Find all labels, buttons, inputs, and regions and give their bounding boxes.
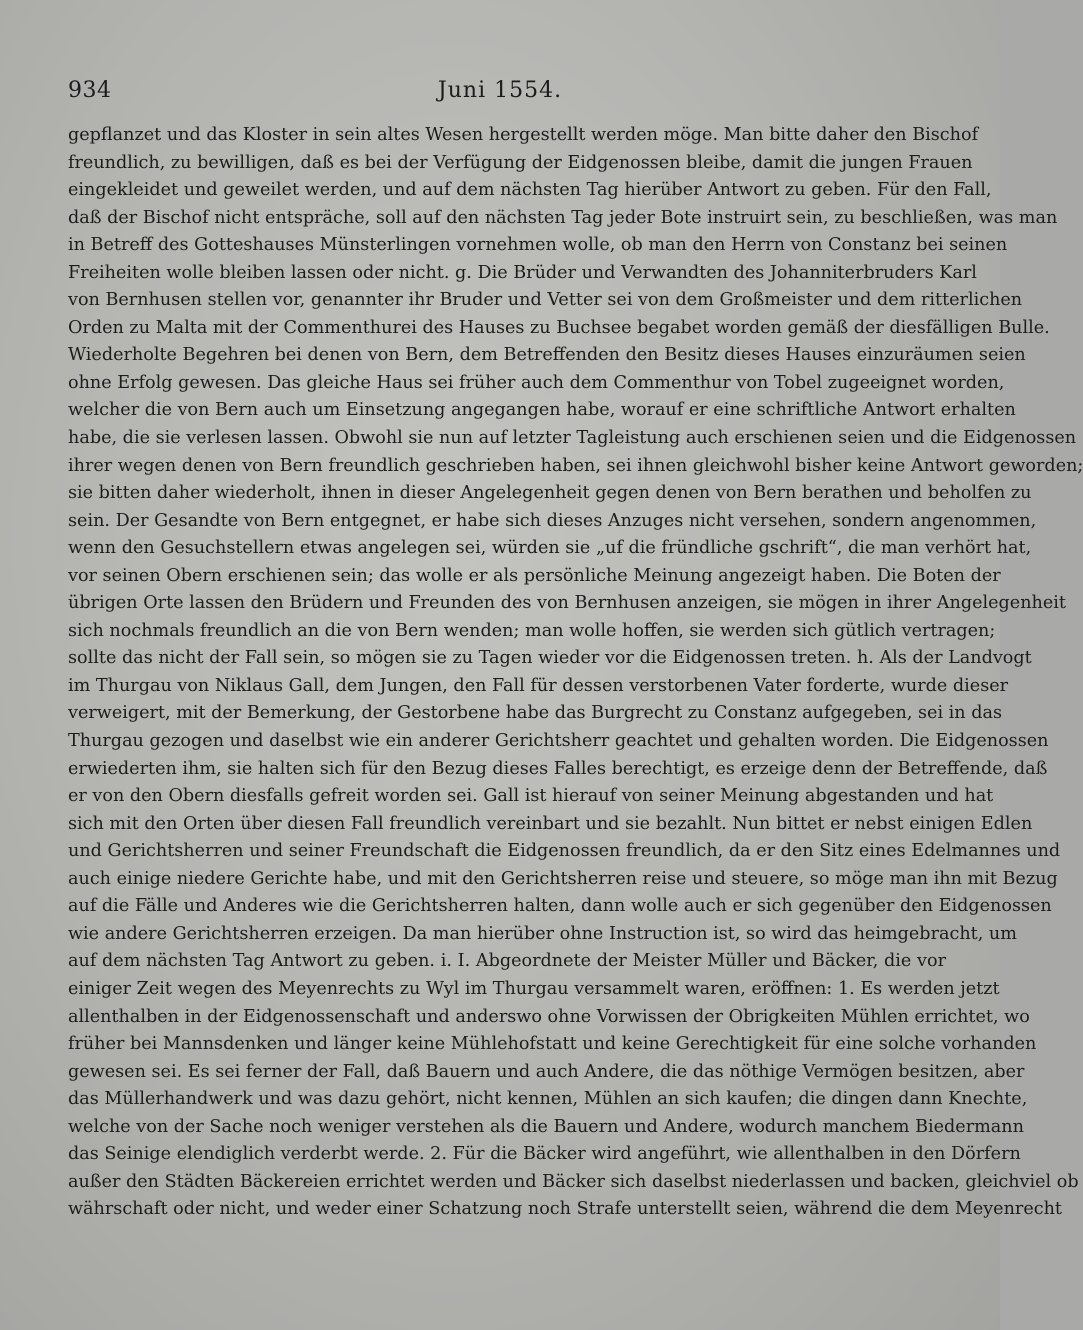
text-line: Orden zu Malta mit der Commenthurei des Hauses zu Buchsee begabet worden gemäß der diesfälligen Bulle. <box>68 317 1050 338</box>
text-line: ohne Erfolg gewesen. Das gleiche Haus sei früher auch dem Commenthur von Tobel zugeeignet worden, <box>68 372 1005 393</box>
text-line: gepflanzet und das Kloster in sein altes Wesen hergestellt werden möge. Man bitte daher den Bischof <box>68 125 979 145</box>
text-line: auf dem nächsten Tag Antwort zu geben. i. I. Abgeordnete der Meister Müller und Bäcker, die vor <box>68 951 946 972</box>
text-line: welcher die von Bern auch um Einsetzung angegangen habe, worauf er eine schriftliche Antwort erhalten <box>68 400 1016 421</box>
text-line: eingekleidet und geweilet werden, und auf dem nächsten Tag hierüber Antwort zu geben. Für den Fall, <box>68 180 992 201</box>
text-line: gewesen sei. Es sei ferner der Fall, daß Bauern und auch Andere, die das nöthige Vermögen besitzen, aber <box>68 1061 1025 1082</box>
text-line: er von den Obern diesfalls gefreit worden sei. Gall ist hierauf von seiner Meinung abgestanden und hat <box>68 786 994 807</box>
text-line: währschaft oder nicht, und weder einer Schatzung noch Strafe unterstellt seien, während die dem Meyenrecht <box>68 1199 1063 1220</box>
text-line: sollte das nicht der Fall sein, so mögen sie zu Tagen wieder vor die Eidgenossen treten. h. Als der Landvogt <box>68 648 1032 669</box>
text-line: außer den Städten Bäckereien errichtet werden und Bäcker sich daselbst niederlassen und backen, gleichviel ob <box>68 1171 1079 1192</box>
text-line: sie bitten daher wiederholt, ihnen in dieser Angelegenheit gegen denen von Bern berathen und beholfen zu <box>68 483 1032 504</box>
text-line: das Müllerhandwerk und was dazu gehört, nicht kennen, Mühlen an sich kaufen; die dingen dann Knechte, <box>68 1089 1028 1110</box>
text-line: Wiederholte Begehren bei denen von Bern, dem Betreffenden den Besitz dieses Hauses einzuräumen seien <box>68 345 1026 366</box>
text-line: allenthalben in der Eidgenossenschaft und anderswo ohne Vorwissen der Obrigkeiten Mühlen errichtet, wo <box>68 1006 1030 1027</box>
page-number: 934 <box>68 78 112 103</box>
running-head: Juni 1554. <box>437 78 563 103</box>
text-line: wie andere Gerichtsherren erzeigen. Da man hierüber ohne Instruction ist, so wird das heimgebracht, um <box>68 923 1017 944</box>
text-line: erwiederten ihm, sie halten sich für den Bezug dieses Falles berechtigt, es erzeige denn der Betreffende, daß <box>68 758 1048 779</box>
text-line: sich mit den Orten über diesen Fall freundlich vereinbart und sie bezahlt. Nun bittet er nebst einigen Edlen <box>68 813 1033 834</box>
text-line: verweigert, mit der Bemerkung, der Gestorbene habe das Burgrecht zu Constanz aufgegeben, sei in das <box>68 703 1003 724</box>
text-line: von Bernhusen stellen vor, genannter ihr Bruder und Vetter sei von dem Großmeister und dem ritterlichen <box>68 290 1023 311</box>
text-line: wenn den Gesuchstellern etwas angelegen sei, würden sie „uf die fründliche gschrift“, die man verhört hat, <box>68 538 1032 559</box>
text-line: daß der Bischof nicht entspräche, soll auf den nächsten Tag jeder Bote instruirt sein, zu beschließen, was man <box>68 207 1058 228</box>
text-line: habe, die sie verlesen lassen. Obwohl sie nun auf letzter Tagleistung auch erschienen seien und die Eidgenossen <box>68 428 1077 449</box>
text-line: einiger Zeit wegen des Meyenrechts zu Wyl im Thurgau versammelt waren, eröffnen: 1. Es werden jetzt <box>68 978 1000 999</box>
text-line: sein. Der Gesandte von Bern entgegnet, er habe sich dieses Anzuges nicht versehen, sondern angenommen, <box>68 510 1037 531</box>
text-line: ihrer wegen denen von Bern freundlich geschrieben haben, sei ihnen gleichwohl bisher keine Antwort geworden; <box>68 455 1083 476</box>
text-line: welche von der Sache noch weniger verstehen als die Bauern und Andere, wodurch manchem Biedermann <box>68 1116 1024 1137</box>
text-line: im Thurgau von Niklaus Gall, dem Jungen, den Fall für dessen verstorbenen Vater forderte, wurde dieser <box>68 675 1009 696</box>
text-line: vor seinen Obern erschienen sein; das wolle er als persönliche Meinung angezeigt haben. Die Boten der <box>68 565 1001 586</box>
text-line: und Gerichtsherren und seiner Freundschaft die Eidgenossen freundlich, da er den Sitz eines Edelmannes und <box>68 841 1061 862</box>
text-line: sich nochmals freundlich an die von Bern wenden; man wolle hoffen, sie werden sich gütlich vertragen; <box>68 620 996 641</box>
text-line: früher bei Mannsdenken und länger keine Mühlehofstatt und keine Gerechtigkeit für eine solche vorhanden <box>68 1034 1037 1055</box>
text-line: auf die Fälle und Anderes wie die Gerichtsherren halten, dann wolle auch er sich gegenüber den Eidgenossen <box>68 896 1052 917</box>
text-line: Thurgau gezogen und daselbst wie ein anderer Gerichtsherr geachtet und gehalten worden. Die Eidgenossen <box>68 731 1049 752</box>
text-line: Freiheiten wolle bleiben lassen oder nicht. g. Die Brüder und Verwandten des Johanniterbruders Karl <box>68 262 977 283</box>
text-line: das Seinige elendiglich verderbt werde. 2. Für die Bäcker wird angeführt, wie allenthalben in den Dörfern <box>68 1144 1021 1165</box>
page-header <box>0 78 1000 108</box>
body-text <box>68 122 1083 1224</box>
text-line: übrigen Orte lassen den Brüdern und Freunden des von Bernhusen anzeigen, sie mögen in ihrer Angelegenheit <box>68 593 1066 614</box>
text-line: freundlich, zu bewilligen, daß es bei der Verfügung der Eidgenossen bleibe, damit die jungen Frauen <box>68 152 973 173</box>
text-line: in Betreff des Gotteshauses Münsterlingen vornehmen wolle, ob man den Herrn von Constanz bei seinen <box>68 235 1008 256</box>
text-line: auch einige niedere Gerichte habe, und mit den Gerichtsherren reise und steuere, so möge man ihn mit Bezug <box>68 868 1058 889</box>
